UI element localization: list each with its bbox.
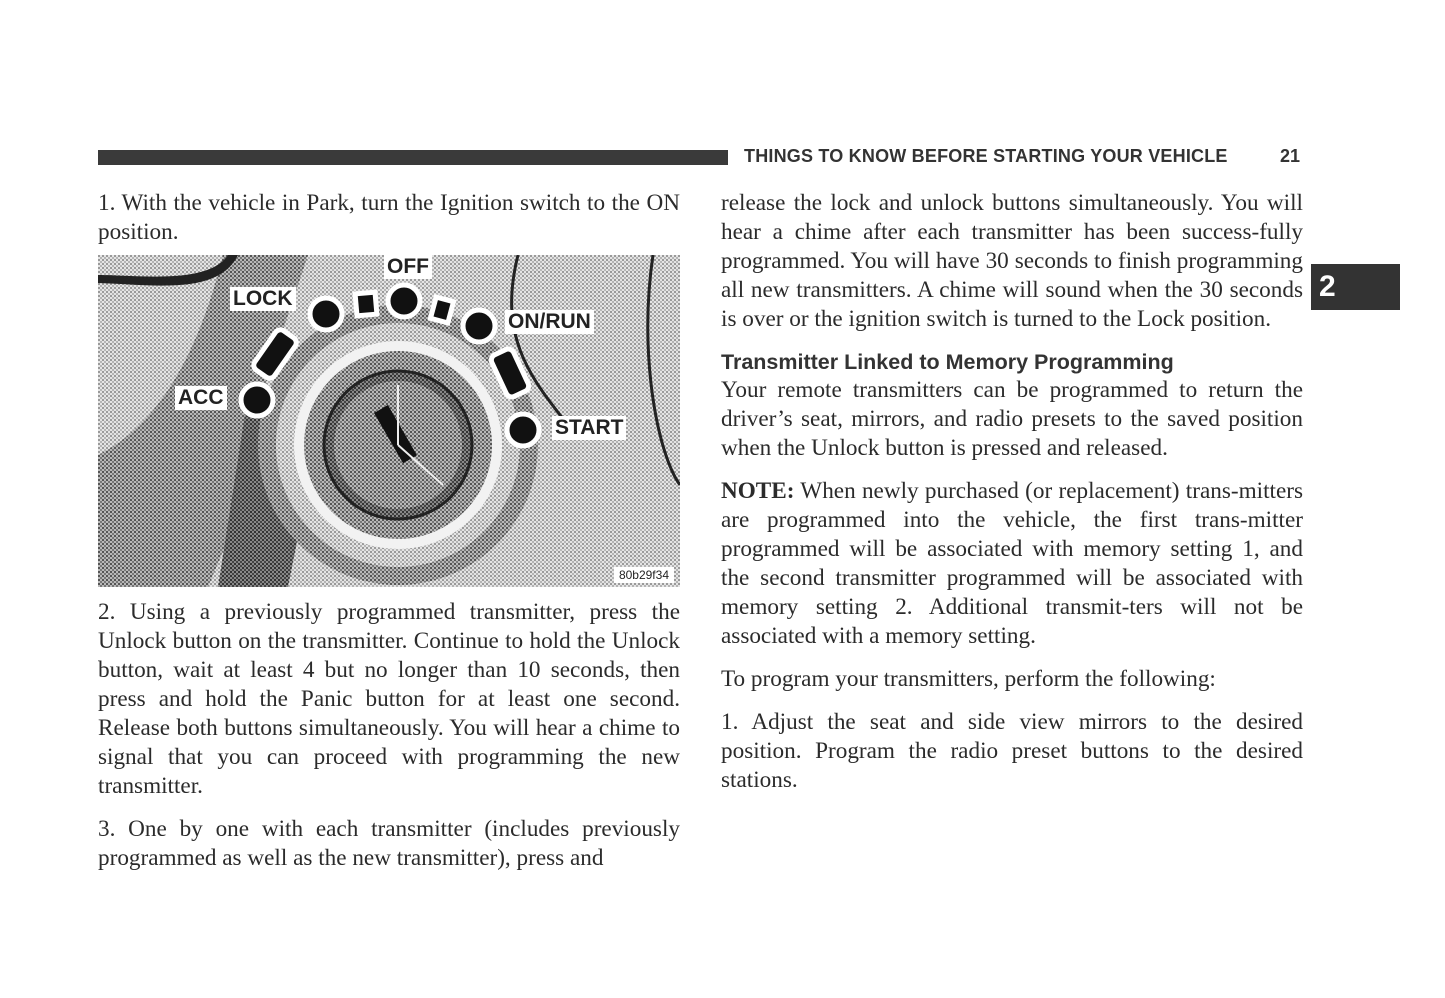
left-column-bottom	[98, 598, 680, 873]
label-on-run: ON/RUN	[505, 310, 594, 334]
page-number: 21	[1280, 146, 1301, 166]
figure-id: 80b29f34	[614, 567, 674, 583]
step-3-one-by-one: 3. One by one with each transmitter (includes previously programmed as well as the new transmitter), press and	[98, 816, 680, 871]
step-1-ignition: 1. With the vehicle in Park, turn the Ignition switch to the ON position.	[98, 190, 680, 245]
continuation-paragraph: release the lock and unlock buttons simultaneously. You will hear a chime after each transmitter has been success-fully programmed. You will have 30 seconds to finish programming all new transmitters. A chime will sound when the 30 seconds is over or the ignition switch is turned to the Lock position.	[721, 190, 1303, 332]
chapter-tab: 2	[1311, 264, 1400, 310]
header-rule	[98, 150, 728, 165]
step-2-unlock-panic: 2. Using a previously programmed transmitter, press the Unlock button on the transmitter. Continue to hold the Unlock button, wait at least 4 but no longer than 10 seconds, then press and hold the Panic button for at least one second. Release both buttons simultaneously. You will hear a chime to signal that you can proceed with programming the new transmitter.	[98, 599, 680, 799]
ignition-switch-figure	[98, 255, 680, 587]
label-off: OFF	[384, 255, 432, 279]
instructions-intro: To program your transmitters, perform the following:	[721, 666, 1216, 692]
label-lock: LOCK	[230, 287, 296, 311]
section-heading: Transmitter Linked to Memory Programming	[721, 350, 1174, 374]
section-intro: Your remote transmitters can be programmed to return the driver’s seat, mirrors, and radio presets to the saved position when the Unlock button is pressed and released.	[721, 377, 1303, 461]
memory-step-1: 1. Adjust the seat and side view mirrors to the desired position. Program the radio preset buttons to the desired stations.	[721, 709, 1303, 793]
label-start: START	[552, 416, 626, 440]
left-column-top	[98, 189, 680, 247]
right-column	[721, 189, 1303, 795]
note-text: When newly purchased (or replacement) trans-mitters are programmed into the vehicle, the first trans-mitter programmed will be associated with memory setting 1, and the second transmitter programmed will be associated with memory setting 2. Additional transmit-ters will not be associated with a memory setting.	[721, 478, 1303, 649]
running-header-title: THINGS TO KNOW BEFORE STARTING YOUR VEHICLE	[744, 146, 1228, 166]
note-label: NOTE:	[721, 478, 795, 504]
label-acc: ACC	[175, 386, 227, 410]
note-paragraph	[721, 477, 1303, 651]
